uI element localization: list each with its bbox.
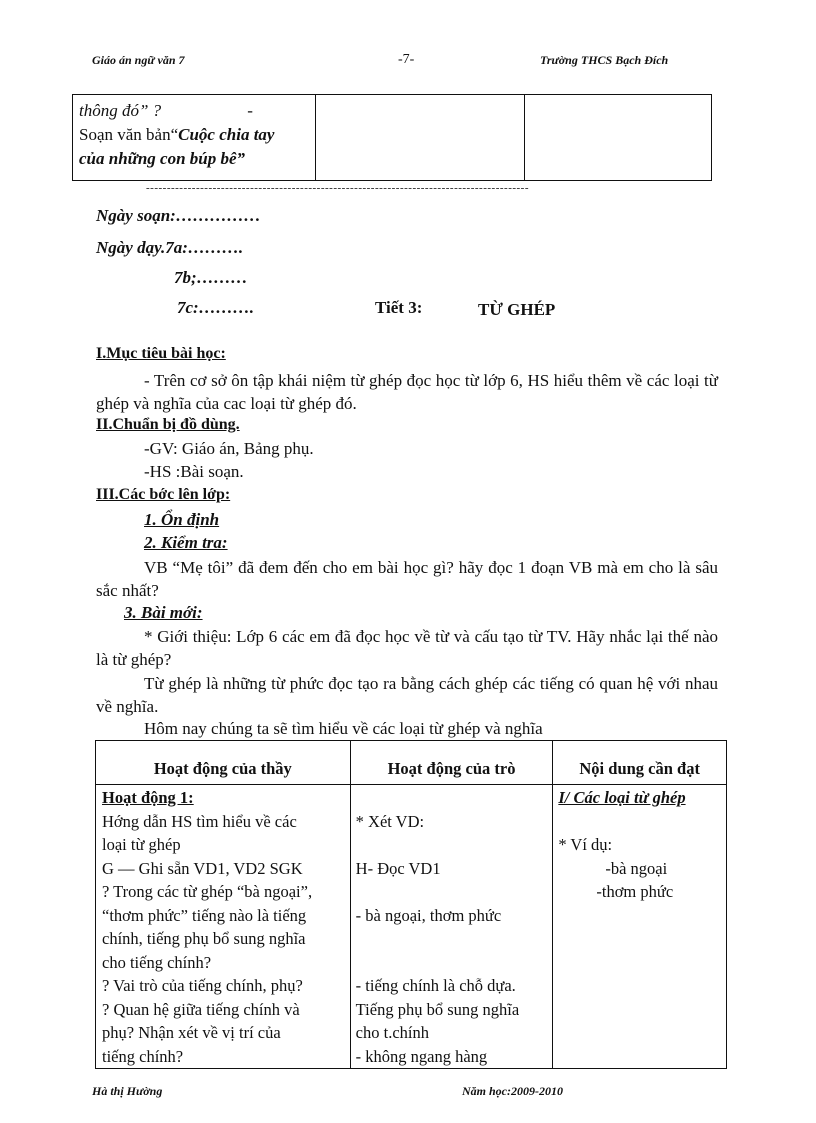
section3-heading: III.Các bớc lên lớp: bbox=[96, 486, 231, 503]
teacher-line: cho tiếng chính? bbox=[102, 952, 212, 972]
date-7c: 7c:………. bbox=[177, 298, 254, 317]
intro-text: * Giới thiệu: Lớp 6 các em đã đọc học về từ và cấu tạo từ TV. Hãy nhắc lại thế nào là từ ghép? bbox=[96, 627, 718, 669]
top-line1-dash: - bbox=[247, 101, 253, 120]
student-ans2b: Tiếng phụ bổ sung nghĩa bbox=[355, 999, 520, 1019]
separator-line: -------------------------------------------------------------------------------------------- bbox=[146, 183, 530, 193]
step2-heading: 2. Kiểm tra: bbox=[144, 533, 228, 552]
student-xet: * Xét VD: bbox=[355, 811, 425, 831]
section2-heading: II.Chuẩn bị đồ dùng. bbox=[96, 416, 240, 433]
section1-heading: I.Mục tiêu bài học: bbox=[96, 345, 226, 362]
teacher-activity-cell bbox=[96, 785, 351, 1069]
top-table bbox=[72, 94, 712, 181]
content-ex1: -bà ngoại bbox=[605, 858, 668, 878]
top-table-cell-2 bbox=[315, 95, 525, 181]
step2-text: VB “Mẹ tôi” đã đem đến cho em bài học gì? hãy đọc 1 đoạn VB mà em cho là sâu sắc nhất? bbox=[96, 558, 718, 600]
content-vidu: * Ví dụ: bbox=[558, 835, 613, 854]
teacher-line: ? Trong các từ ghép “bà ngoại”, bbox=[102, 882, 313, 901]
teacher-line: G — Ghi sẵn VD1, VD2 SGK bbox=[102, 858, 303, 878]
today-text: Hôm nay chúng ta sẽ tìm hiểu về các loại từ ghép và nghĩa bbox=[144, 719, 543, 738]
header-right: Trường THCS Bạch Đích bbox=[540, 53, 669, 67]
top-line2-title: Cuộc chia tay bbox=[178, 125, 275, 144]
teacher-line: chính, tiếng phụ bổ sung nghĩa bbox=[102, 929, 306, 948]
teacher-line: loại từ ghép bbox=[102, 835, 181, 854]
teacher-line: tiếng chính? bbox=[102, 1046, 184, 1066]
section1-text: - Trên cơ sở ôn tập khái niệm từ ghép đọc học từ lớp 6, HS hiểu thêm về các loại từ ghép và nghĩa của cac loại từ ghép đó. bbox=[96, 371, 718, 413]
teacher-line: phụ? Nhận xét về vị trí của bbox=[102, 1023, 281, 1042]
student-ans1: - bà ngoại, thơm phức bbox=[355, 905, 502, 925]
teacher-line: “thơm phức” tiếng nào là tiếng bbox=[102, 905, 307, 925]
page-number: -7- bbox=[398, 52, 415, 67]
date-soan: Ngày soạn:…………… bbox=[96, 206, 261, 225]
teacher-line: ? Quan hệ giữa tiếng chính và bbox=[102, 999, 300, 1019]
student-ans2a: - tiếng chính là chỗ dựa. bbox=[355, 976, 516, 995]
section2-gv: -GV: Giáo án, Bảng phụ. bbox=[144, 439, 314, 458]
date-7b: 7b;……… bbox=[174, 268, 248, 287]
step1-heading: 1. Ổn định bbox=[144, 510, 220, 529]
activity-table bbox=[95, 740, 727, 1069]
student-activity-cell bbox=[350, 785, 553, 1069]
footer-school-year: Năm học:2009-2010 bbox=[462, 1084, 563, 1098]
lesson-tiet: Tiết 3: bbox=[375, 298, 423, 317]
date-day: Ngày dạy.7a:………. bbox=[96, 238, 244, 257]
activity1-heading: Hoạt động 1: bbox=[102, 788, 194, 807]
section2-hs: -HS :Bài soạn. bbox=[144, 462, 244, 481]
content-cell bbox=[553, 785, 727, 1069]
student-doc: H- Đọc VD1 bbox=[355, 858, 441, 878]
student-ans3: - không ngang hàng bbox=[355, 1046, 488, 1066]
table-header-content: Nội dung cần đạt bbox=[553, 741, 727, 785]
top-line2-prefix: Soạn văn bản“ bbox=[79, 125, 179, 144]
header-left: Giáo án ngữ văn 7 bbox=[92, 53, 185, 67]
student-ans2c: cho t.chính bbox=[355, 1023, 429, 1042]
definition-text: Từ ghép là những từ phức đọc tạo ra bằng cách ghép các tiếng có quan hệ với nhau về nghĩa. bbox=[96, 674, 718, 716]
step3-heading: 3. Bài mới: bbox=[124, 603, 203, 622]
teacher-line: ? Vai trò của tiếng chính, phụ? bbox=[102, 976, 303, 995]
teacher-line: Hớng dẫn HS tìm hiểu về các bbox=[102, 811, 297, 831]
content-heading: I/ Các loại từ ghép bbox=[558, 788, 686, 807]
table-header-student: Hoạt động của trò bbox=[350, 741, 553, 785]
top-table-cell-1 bbox=[73, 95, 316, 181]
footer-author: Hà thị Hường bbox=[92, 1084, 163, 1098]
top-table-cell-3 bbox=[525, 95, 712, 181]
lesson-title: TỪ GHÉP bbox=[478, 300, 556, 319]
table-header-teacher: Hoạt động của thầy bbox=[96, 741, 351, 785]
top-line1: thông đó” ? bbox=[79, 101, 162, 120]
top-line3: của những con búp bê” bbox=[79, 149, 246, 168]
content-ex2: -thơm phức bbox=[596, 882, 674, 901]
